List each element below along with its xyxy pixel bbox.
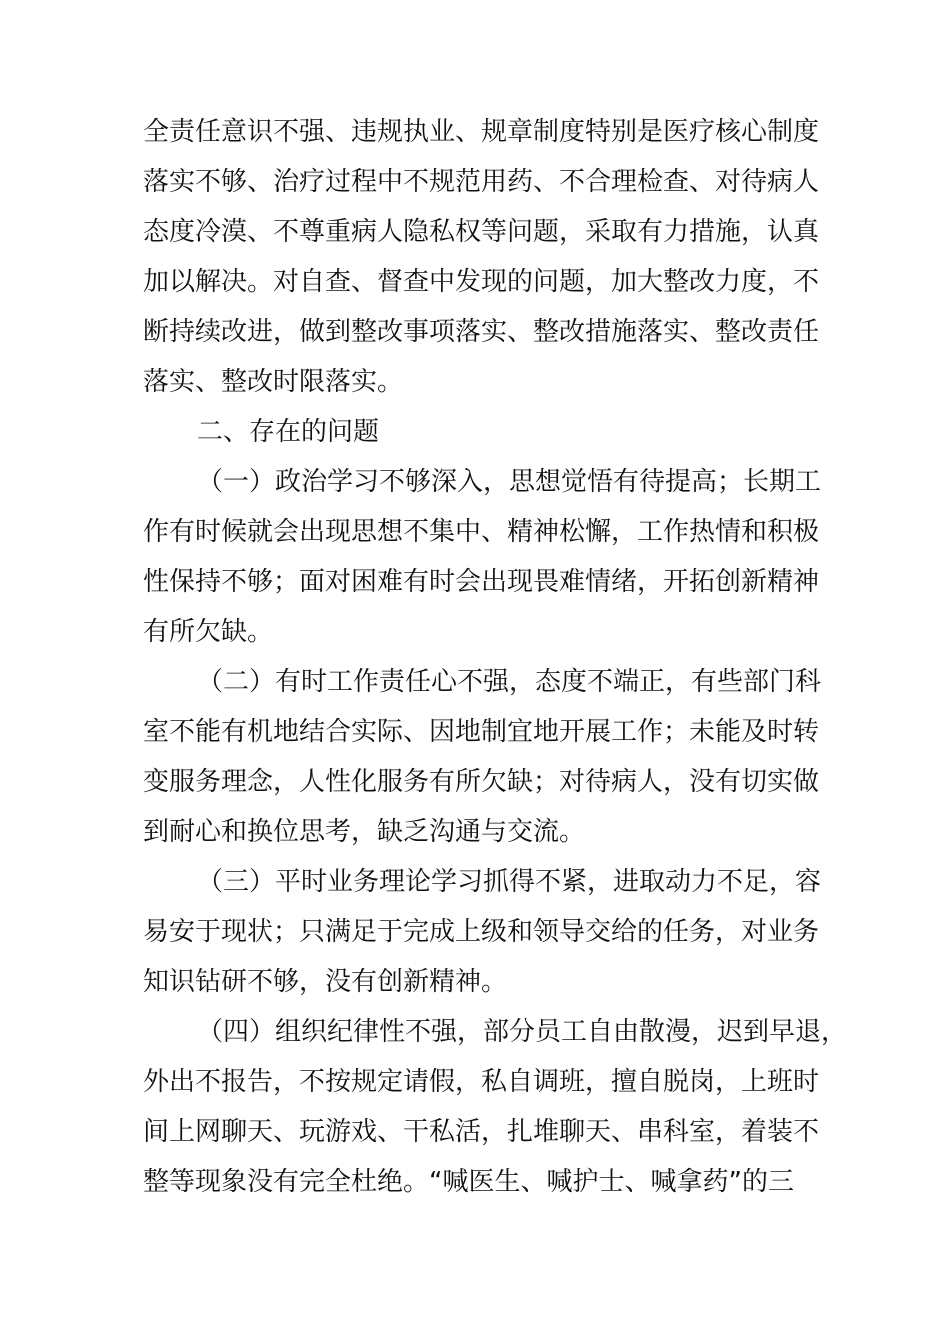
text-line: 室不能有机地结合实际、因地制宜地开展工作；未能及时转: [143, 717, 820, 747]
body-text: [143, 107, 848, 1207]
text-line: 全责任意识不强、违规执业、规章制度特别是医疗核心制度: [143, 117, 820, 147]
paragraph-start-line: （二）有时工作责任心不强，态度不端正，有些部门科: [197, 667, 822, 697]
text-line: 整等现象没有完全杜绝。“喊医生、喊护士、喊拿药”的三: [143, 1167, 794, 1197]
text-line: 加以解决。对自查、督查中发现的问题，加大整改力度，不: [143, 267, 820, 297]
text-line: 变服务理念，人性化服务有所欠缺；对待病人，没有切实做: [143, 767, 820, 797]
text-line: 落实、整改时限落实。: [143, 367, 404, 397]
paragraph-start-line: （三）平时业务理论学习抓得不紧，进取动力不足，容: [197, 867, 822, 897]
text-line: 外出不报告，不按规定请假，私自调班，擅自脱岗，上班时: [143, 1067, 820, 1097]
paragraph-start-line: （一）政治学习不够深入，思想觉悟有待提高；长期工: [197, 467, 822, 497]
text-line: 断持续改进，做到整改事项落实、整改措施落实、整改责任: [143, 317, 820, 347]
text-line: 易安于现状；只满足于完成上级和领导交给的任务，对业务: [143, 917, 820, 947]
text-line: 有所欠缺。: [143, 617, 274, 647]
text-line: 作有时候就会出现思想不集中、精神松懈，工作热情和积极: [143, 517, 820, 547]
text-line: 间上网聊天、玩游戏、干私活，扎堆聊天、串科室，着装不: [143, 1117, 820, 1147]
paragraph-start-line: （四）组织纪律性不强，部分员工自由散漫，迟到早退，: [197, 1017, 848, 1047]
section-heading: 二、存在的问题: [197, 417, 380, 447]
text-line: 性保持不够；面对困难有时会出现畏难情绪，开拓创新精神: [143, 567, 820, 597]
text-line: 知识钻研不够，没有创新精神。: [143, 967, 508, 997]
text-line: 态度冷漠、不尊重病人隐私权等问题，采取有力措施，认真: [143, 217, 820, 247]
text-line: 到耐心和换位思考，缺乏沟通与交流。: [143, 817, 586, 847]
text-line: 落实不够、治疗过程中不规范用药、不合理检查、对待病人: [143, 167, 820, 197]
